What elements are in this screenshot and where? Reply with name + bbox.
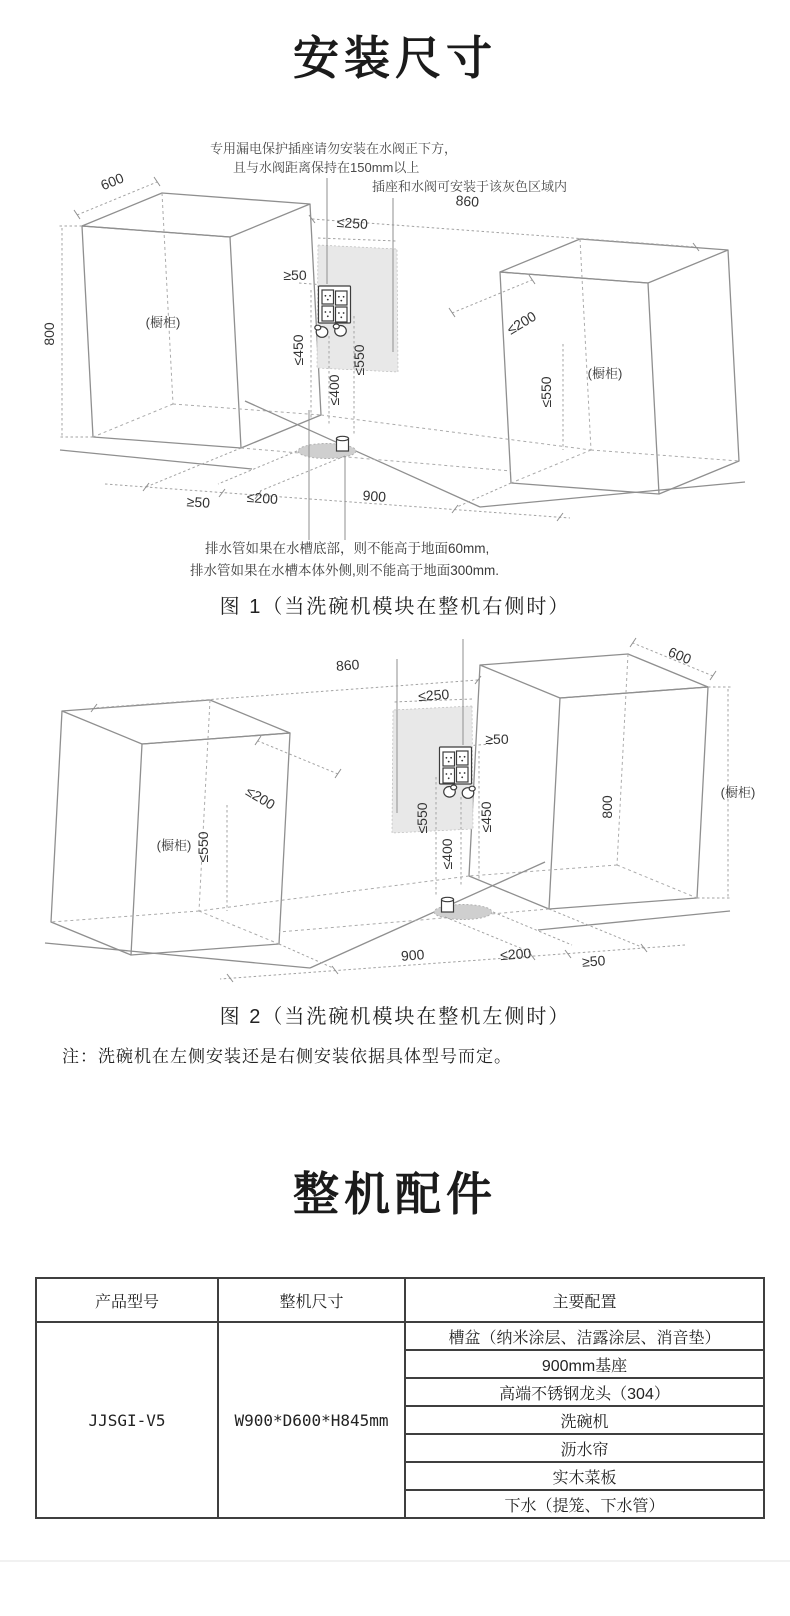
- fig2-dim-900: 900: [400, 946, 425, 964]
- header-product-model: 产品型号: [36, 1278, 218, 1322]
- fig1-dim-800: 800: [41, 322, 57, 346]
- cell-config-faucet: 高端不锈钢龙头（304）: [405, 1378, 764, 1406]
- fig1-dim-le550-right: ≤550: [538, 376, 554, 408]
- figure1-diagram: [0, 120, 790, 590]
- fig1-drain-note-1: 排水管如果在水槽底部，则不能高于地面60mm,: [205, 541, 490, 556]
- header-main-config: 主要配置: [405, 1278, 764, 1322]
- fig1-dim-ge50-socket: ≥50: [283, 267, 307, 283]
- fig1-gray-zone-note: 插座和水阀可安装于该灰色区域内: [372, 179, 568, 194]
- install-side-note: 注：洗碗机在左侧安装还是右侧安装依据具体型号而定。: [62, 1047, 512, 1066]
- fig2-dim-le200-left: ≤200: [243, 782, 279, 813]
- cell-product-model: JJSGI-V5: [36, 1322, 218, 1518]
- fig2-dim-le450: ≤450: [478, 801, 494, 833]
- fig2-dim-ge50-floor: ≥50: [581, 952, 606, 970]
- fig1-socket-warning-1: 专用漏电保护插座请勿安装在水阀正下方，: [210, 141, 458, 156]
- fig1-dim-le550-mid: ≤550: [351, 344, 367, 376]
- cell-config-base: 900mm基座: [405, 1350, 764, 1378]
- fig2-dim-800: 800: [599, 795, 615, 819]
- fig2-cabinet-left-label: (橱柜): [156, 838, 192, 853]
- cell-config-sink: 槽盆（纳米涂层、洁露涂层、消音垫）: [405, 1322, 764, 1350]
- figure2-diagram: [0, 630, 790, 990]
- fig1-dim-le200-floor: ≤200: [246, 488, 279, 508]
- table-row: [36, 1322, 764, 1350]
- bottom-divider: [0, 1560, 790, 1562]
- fig1-cabinet-right-label: (橱柜): [587, 366, 623, 381]
- fig1-dim-le250: ≤250: [336, 213, 369, 233]
- fig2-dim-le250: ≤250: [417, 685, 450, 705]
- fig2-dim-le550-left: ≤550: [195, 831, 211, 863]
- fig2-cabinet-right-label: (橱柜): [720, 785, 756, 800]
- figure2-caption: 图 2（当洗碗机模块在整机左侧时）: [219, 1006, 571, 1028]
- fig1-dim-ge50-floor: ≥50: [186, 493, 211, 511]
- cell-config-downpipe: 下水（提笼、下水管）: [405, 1490, 764, 1518]
- fig2-dim-860: 860: [335, 656, 360, 674]
- cell-config-drain-curtain: 沥水帘: [405, 1434, 764, 1462]
- cell-overall-size: W900*D600*H845mm: [218, 1322, 405, 1518]
- fig1-dim-le400: ≤400: [326, 374, 342, 406]
- cell-config-cutting-board: 实木菜板: [405, 1462, 764, 1490]
- fig1-drain-note-2: 排水管如果在水槽本体外侧,则不能高于地面300mm.: [190, 563, 500, 578]
- fig1-dim-860: 860: [455, 192, 480, 210]
- fig1-cabinet-left-label: (橱柜): [145, 315, 181, 330]
- fig1-dim-le450: ≤450: [290, 334, 306, 366]
- fig1-dim-900: 900: [362, 487, 387, 505]
- fig2-dim-le200-floor: ≤200: [499, 944, 532, 964]
- fig2-dim-ge50-socket: ≥50: [485, 731, 509, 747]
- fig2-dim-600: 600: [666, 643, 694, 668]
- cell-config-dishwasher: 洗碗机: [405, 1406, 764, 1434]
- page-title-parts: 整机配件: [293, 1168, 497, 1220]
- fig2-dim-le550-mid: ≤550: [414, 802, 430, 834]
- parts-table-header-row: [36, 1278, 764, 1322]
- page-title-install: 安装尺寸: [293, 32, 497, 84]
- fig1-dim-le200-right: ≤200: [503, 307, 539, 338]
- fig1-dim-600: 600: [98, 169, 126, 194]
- figure1-caption: 图 1（当洗碗机模块在整机右侧时）: [219, 596, 571, 618]
- fig1-socket-warning-2: 且与水阀距离保持在150mm以上: [233, 160, 420, 175]
- parts-table: [35, 1277, 765, 1519]
- header-overall-size: 整机尺寸: [218, 1278, 405, 1322]
- fig2-dim-le400: ≤400: [439, 838, 455, 870]
